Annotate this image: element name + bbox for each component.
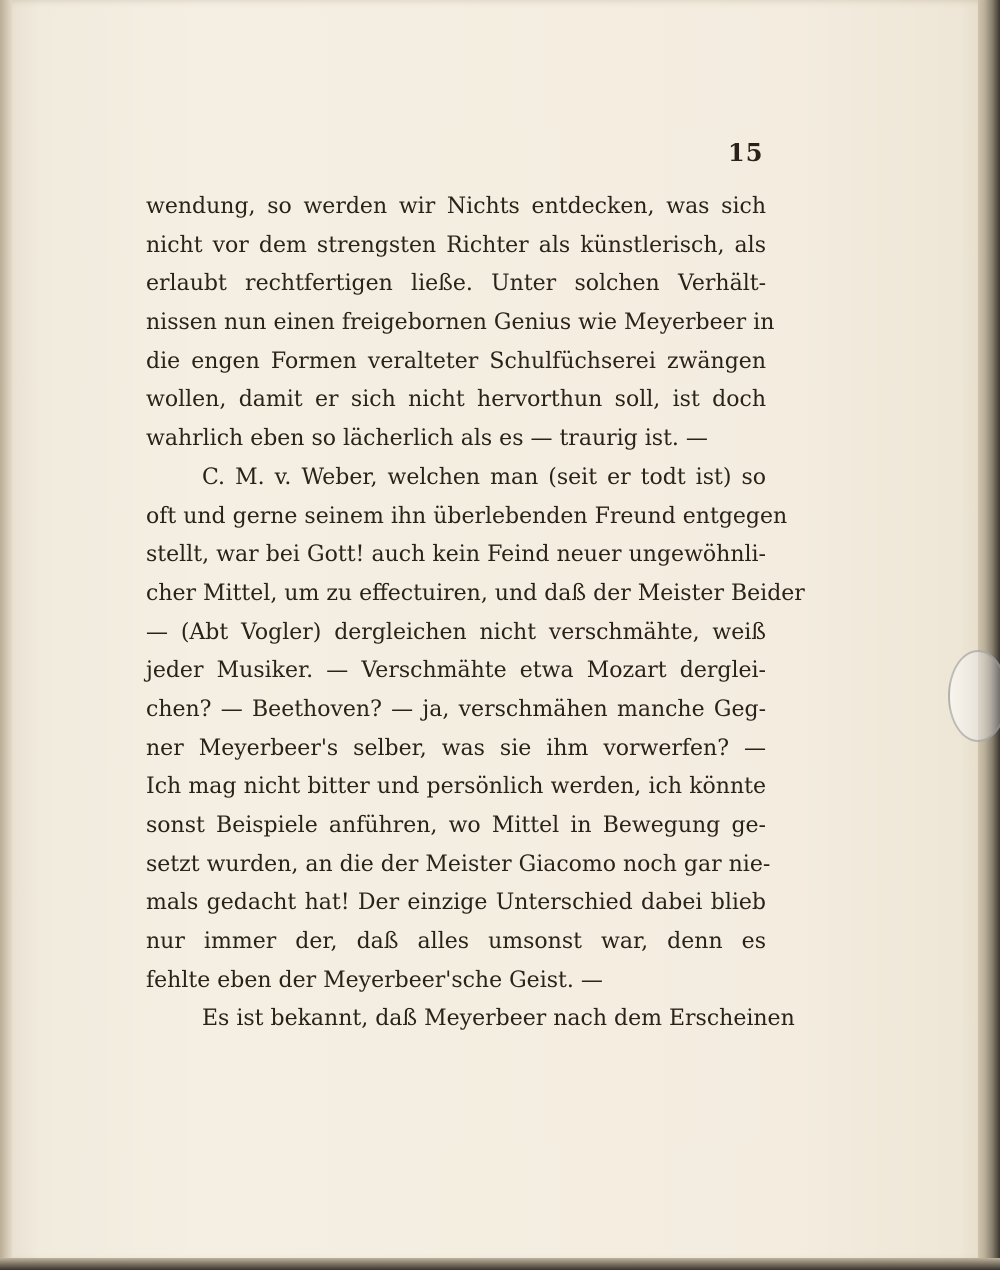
text-line: cher Mittel, um zu effectuiren, und daß der Meister Beider	[146, 580, 805, 606]
page-binding	[0, 0, 12, 1262]
page-tab-marker	[948, 650, 1000, 742]
page-bottom-edge	[0, 1258, 1000, 1270]
text-line: nicht vor dem strengsten Richter als künstlerisch, als	[146, 232, 766, 258]
text-line: C. M. v. Weber, welchen man (seit er todt ist) so	[202, 464, 766, 490]
text-line: erlaubt rechtfertigen ließe. Unter solchen Verhält-	[146, 271, 766, 297]
page-number: 15	[728, 138, 764, 167]
text-line: oft und gerne seinem ihn überlebenden Freund entgegen	[146, 503, 788, 529]
text-line: fehlte eben der Meyerbeer'sche Geist. —	[146, 967, 603, 993]
text-line: stellt, war bei Gott! auch kein Feind neuer ungewöhnli-	[146, 542, 766, 568]
text-line: chen? — Beethoven? — ja, verschmähen manche Geg-	[146, 696, 766, 722]
text-line: die engen Formen veralteter Schulfüchserei zwängen	[146, 348, 766, 374]
text-line: wahrlich eben so lächerlich als es — traurig ist. —	[146, 426, 708, 452]
text-line: mals gedacht hat! Der einzige Unterschied dabei blieb	[146, 890, 766, 916]
text-line: nur immer der, daß alles umsonst war, denn es	[146, 929, 766, 955]
text-line: wendung, so werden wir Nichts entdecken, was sich	[146, 194, 766, 219]
text-line: Es ist bekannt, daß Meyerbeer nach dem Erscheinen	[202, 1006, 795, 1032]
text-line: jeder Musiker. — Verschmähte etwa Mozart derglei-	[146, 658, 766, 684]
body-text	[146, 188, 805, 1039]
text-line: ner Meyerbeer's selber, was sie ihm vorwerfen? —	[146, 735, 766, 761]
text-line: Ich mag nicht bitter und persönlich werden, ich könnte	[146, 774, 766, 800]
text-line: nissen nun einen freigebornen Genius wie Meyerbeer in	[146, 310, 775, 336]
text-line: — (Abt Vogler) dergleichen nicht verschmähte, weiß	[146, 619, 766, 645]
page-edge	[978, 0, 1000, 1262]
text-line: setzt wurden, an die der Meister Giacomo noch gar nie-	[146, 851, 771, 877]
text-line: wollen, damit er sich nicht hervorthun soll, ist doch	[146, 387, 766, 413]
text-line: sonst Beispiele anführen, wo Mittel in Bewegung ge-	[146, 813, 766, 838]
